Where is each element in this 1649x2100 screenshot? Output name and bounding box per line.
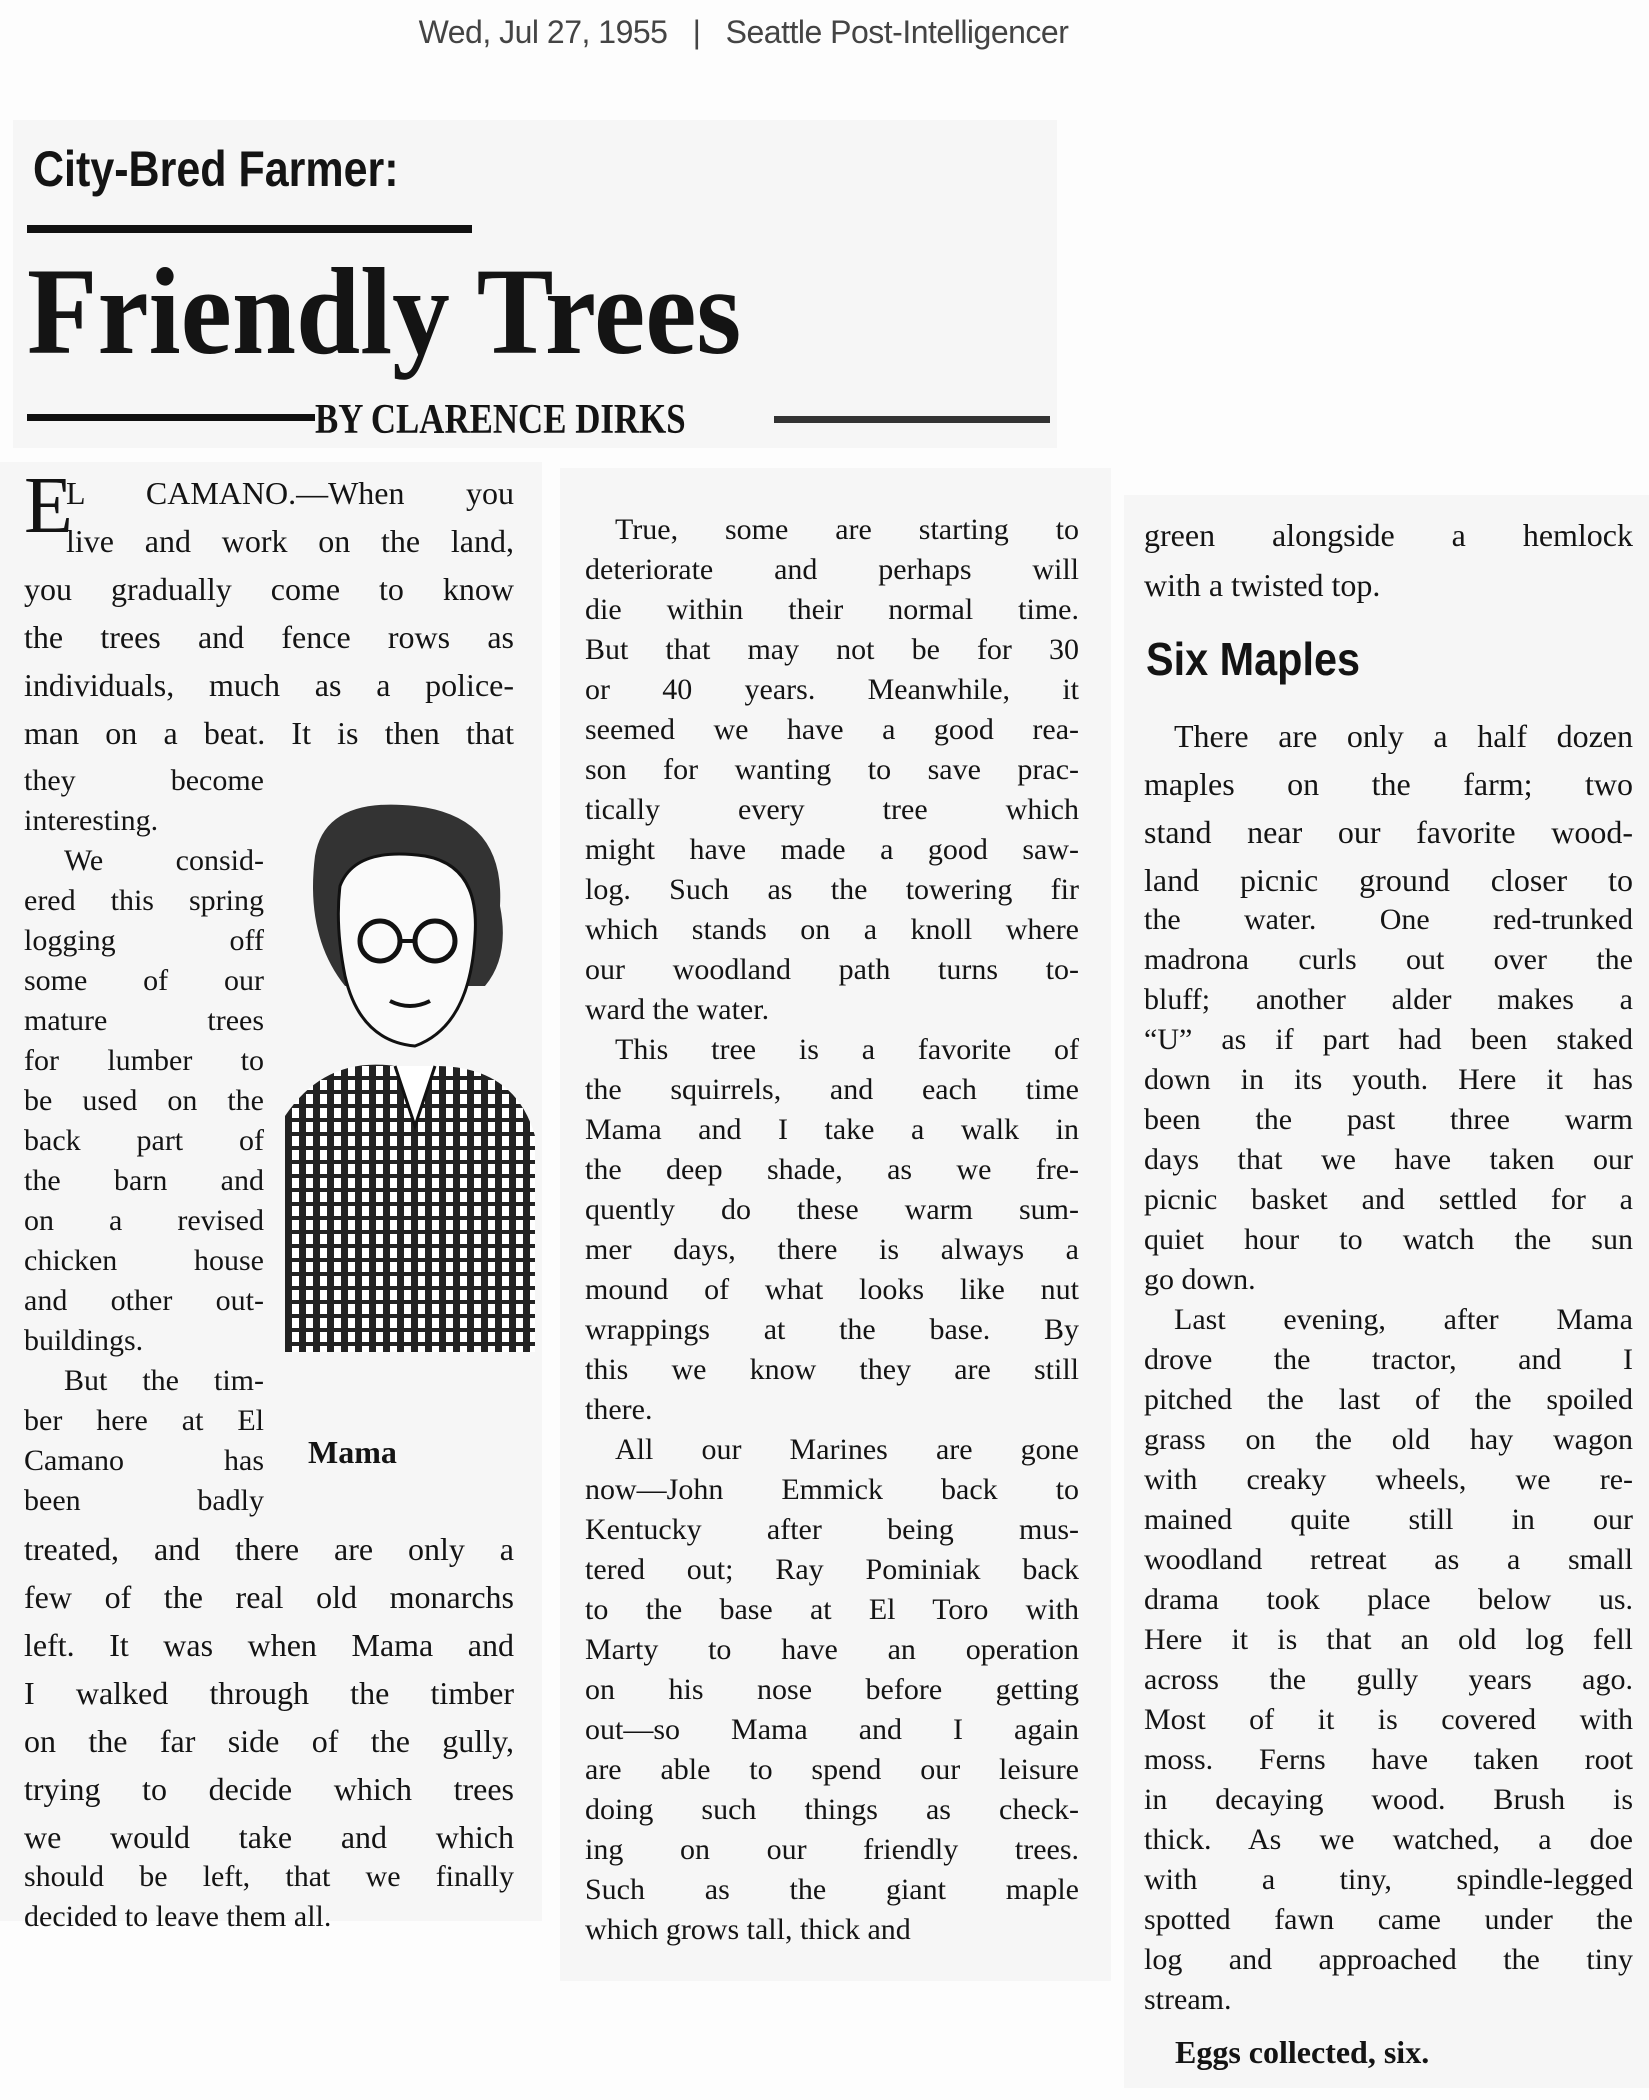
article-text-line: might have made a good saw- [585,833,1079,866]
dateline-separator: | [692,14,701,50]
byline-rule-right [774,416,1050,423]
article-text-line: decided to leave them all. [24,1900,332,1933]
article-text-line: man on a beat. It is then that [24,715,514,751]
article-text-line: the deep shade, as we fre- [585,1153,1079,1186]
article-text-line: drove the tractor, and I [1144,1343,1633,1376]
article-text-line: There are only a half dozen [1174,718,1633,754]
article-text-line: mer days, there is always a [585,1233,1079,1266]
article-text-line: Such as the giant maple [585,1873,1079,1906]
article-text-line: with creaky wheels, we re- [1144,1463,1633,1496]
article-text-line: doing such things as check- [585,1793,1079,1826]
article-text-line: now—John Emmick back to [585,1473,1079,1506]
byline: BY CLARENCE DIRKS [315,397,686,443]
article-text-line: wrappings at the base. By [585,1313,1079,1346]
publication-date: Wed, Jul 27, 1955 [418,14,668,50]
article-text-line: Marty to have an operation [585,1633,1079,1666]
subhead: Six Maples [1146,633,1361,685]
article-text-line: we would take and which [24,1819,514,1855]
article-text-line: maples on the farm; two [1144,766,1633,802]
article-text-line: you gradually come to know [24,571,514,607]
article-text-line: We consid- [64,844,264,877]
article-text-line: pitched the last of the spoiled [1144,1383,1633,1416]
article-text-line: green alongside a hemlock [1144,517,1633,553]
article-text-line: the barn and [24,1164,264,1197]
article-text-line: with a twisted top. [1144,567,1381,603]
article-text-line: on the far side of the gully, [24,1723,514,1759]
article-text-line: madrona curls out over the [1144,943,1633,976]
article-text-line: deteriorate and perhaps will [585,553,1079,586]
article-text-line: “U” as if part had been staked [1144,1023,1633,1056]
article-text-line: down in its youth. Here it has [1144,1063,1633,1096]
article-text-line: I walked through the timber [24,1675,514,1711]
article-text-line: woodland retreat as a small [1144,1543,1633,1576]
publication-name: Seattle Post-Intelligencer [725,14,1069,50]
article-text-line: on a revised [24,1204,264,1237]
article-text-line: go down. [1144,1263,1256,1296]
article-text-line: should be left, that we finally [24,1860,514,1893]
article-text-line: picnic basket and settled for a [1144,1183,1633,1216]
article-text-line: drama took place below us. [1144,1583,1633,1616]
dateline [372,14,1115,51]
article-text-line: Last evening, after Mama [1174,1303,1633,1336]
drop-cap: E [24,462,73,550]
article-text-line: buildings. [24,1324,144,1357]
article-text-line: Camano has [24,1444,264,1477]
article-text-line: stream. [1144,1983,1232,2016]
article-text-line: chicken house [24,1244,264,1277]
article-text-line: live and work on the land, [66,523,514,559]
article-text-line: ered this spring [24,884,264,917]
article-text-line: been the past three warm [1144,1103,1633,1136]
article-text-line: or 40 years. Meanwhile, it [585,673,1079,706]
article-text-line: this we know they are still [585,1353,1079,1386]
article-text-line: days that we have taken our [1144,1143,1633,1176]
article-text-line: which stands on a knoll where [585,913,1079,946]
article-text-line: they become [24,764,264,797]
article-text-line: individuals, much as a police- [24,667,514,703]
article-text-line: son for wanting to save prac- [585,753,1079,786]
article-text-line: L CAMANO.—When you [66,475,514,511]
column-kicker: City-Bred Farmer: [33,141,399,197]
article-text-line: Kentucky after being mus- [585,1513,1079,1546]
article-text-line: been badly [24,1484,264,1517]
article-text-line: across the gully years ago. [1144,1663,1633,1696]
kicker-rule [27,225,472,233]
portrait-sketch-image [285,796,535,1352]
article-text-line: back part of [24,1124,264,1157]
signoff: Eggs collected, six. [1175,2034,1430,2070]
headline: Friendly Trees [27,243,742,380]
article-text-line: there. [585,1393,653,1426]
article-text-line: which grows tall, thick and [585,1913,911,1946]
article-text-line: grass on the old hay wagon [1144,1423,1633,1456]
article-text-line: our woodland path turns to- [585,953,1079,986]
article-text-line: left. It was when Mama and [24,1627,514,1663]
article-text-line: some of our [24,964,264,997]
article-text-line: mained quite still in our [1144,1503,1633,1536]
article-text-line: tically every tree which [585,793,1079,826]
article-text-line: mound of what looks like nut [585,1273,1079,1306]
article-text-line: few of the real old monarchs [24,1579,514,1615]
article-text-line: tered out; Ray Pominiak back [585,1553,1079,1586]
article-text-line: True, some are starting to [615,513,1079,546]
article-text-line: be used on the [24,1084,264,1117]
article-text-line: mature trees [24,1004,264,1037]
article-text-line: But that may not be for 30 [585,633,1079,666]
article-text-line: ing on our friendly trees. [585,1833,1079,1866]
article-text-line: Most of it is covered with [1144,1703,1633,1736]
article-text-line: treated, and there are only a [24,1531,514,1567]
article-text-line: with a tiny, spindle-legged [1144,1863,1633,1896]
article-text-line: the trees and fence rows as [24,619,514,655]
article-text-line: die within their normal time. [585,593,1079,626]
article-text-line: the water. One red-trunked [1144,903,1633,936]
article-text-line: interesting. [24,804,159,837]
article-text-line: quently do these warm sum- [585,1193,1079,1226]
article-text-line: thick. As we watched, a doe [1144,1823,1633,1856]
article-text-line: land picnic ground closer to [1144,862,1633,898]
article-text-line: log. Such as the towering fir [585,873,1079,906]
article-text-line: Here it is that an old log fell [1144,1623,1633,1656]
article-text-line: seemed we have a good rea- [585,713,1079,746]
article-text-line: Mama and I take a walk in [585,1113,1079,1146]
article-text-line: stand near our favorite wood- [1144,814,1633,850]
article-text-line: moss. Ferns have taken root [1144,1743,1633,1776]
article-text-line: and other out- [24,1284,264,1317]
article-text-line: ber here at El [24,1404,264,1437]
article-text-line: spotted fawn came under the [1144,1903,1633,1936]
article-text-line: All our Marines are gone [615,1433,1079,1466]
article-text-line: the squirrels, and each time [585,1073,1079,1106]
article-text-line: This tree is a favorite of [615,1033,1079,1066]
article-text-line: log and approached the tiny [1144,1943,1633,1976]
article-text-line: for lumber to [24,1044,264,1077]
byline-rule-left [27,414,315,421]
article-text-line: logging off [24,924,264,957]
article-text-line: on his nose before getting [585,1673,1079,1706]
article-text-line: ward the water. [585,993,770,1026]
article-text-line: trying to decide which trees [24,1771,514,1807]
photo-caption: Mama [308,1434,397,1470]
article-text-line: bluff; another alder makes a [1144,983,1633,1016]
article-text-line: quiet hour to watch the sun [1144,1223,1633,1256]
article-text-line: But the tim- [64,1364,264,1397]
article-text-line: are able to spend our leisure [585,1753,1079,1786]
article-text-line: in decaying wood. Brush is [1144,1783,1633,1816]
article-text-line: to the base at El Toro with [585,1593,1079,1626]
article-text-line: out—so Mama and I again [585,1713,1079,1746]
